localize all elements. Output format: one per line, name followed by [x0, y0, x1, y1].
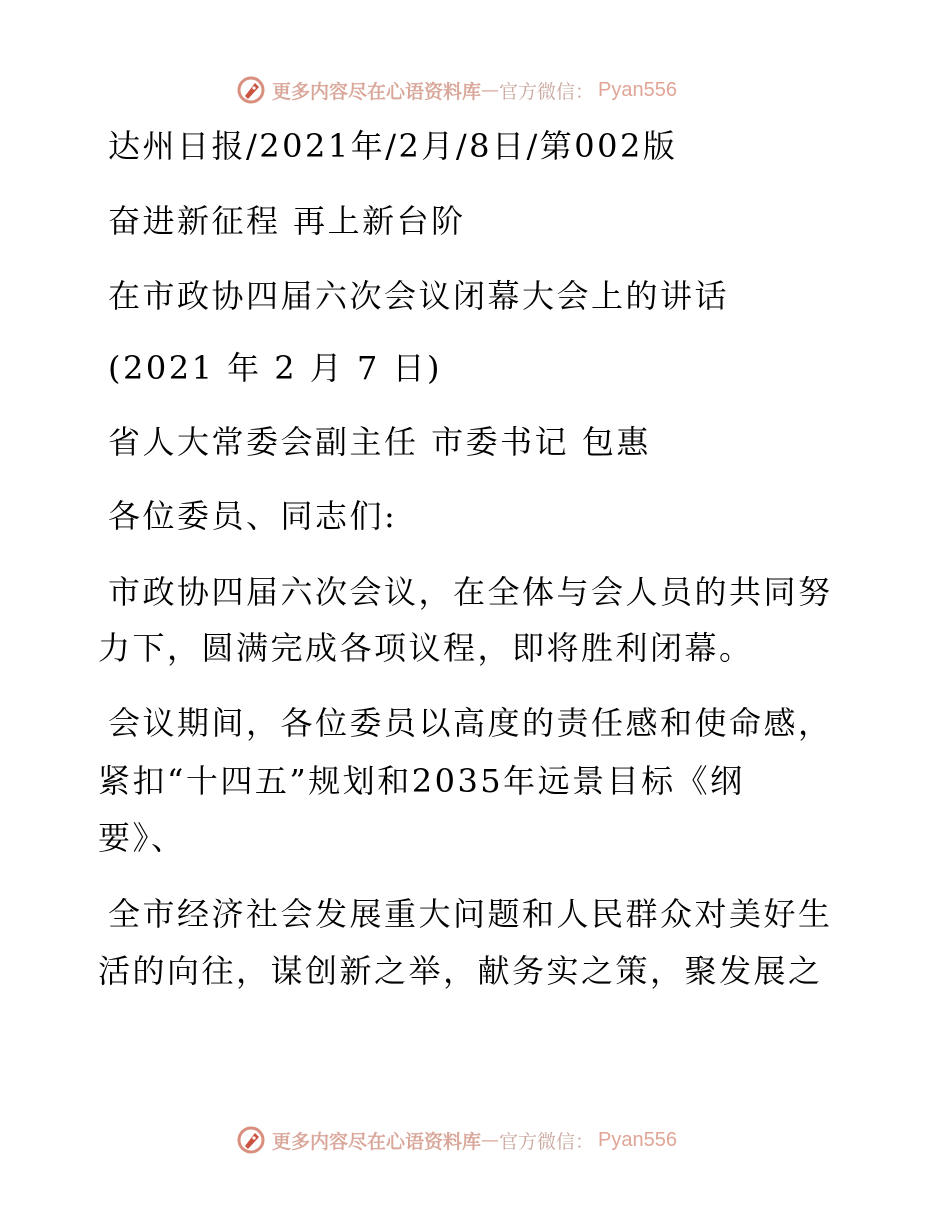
- paragraph-1-line-2: 力下，圆满完成各项议程，即将胜利闭幕。: [98, 629, 754, 667]
- watermark-text: 更多内容尽在心语资料库: [272, 80, 482, 103]
- dateline: 达州日报/2021年/2月/8日/第002版: [108, 127, 678, 165]
- watermark-text: 更多内容尽在心语资料库: [272, 1130, 482, 1153]
- watermark-dash: —: [481, 1129, 500, 1151]
- watermark-wechat-id: Pyan556: [598, 1128, 677, 1151]
- paragraph-2-line-2: 紧扣“十四五”规划和2035年远景目标《纲: [98, 762, 745, 800]
- watermark-header: [236, 72, 836, 108]
- pen-nib-circle-icon: [236, 75, 266, 105]
- watermark-footer: [236, 1122, 836, 1158]
- headline: 奋进新征程 再上新台阶: [108, 202, 466, 240]
- salutation: 各位委员、同志们:: [108, 497, 398, 535]
- paragraph-1-line-1: 市政协四届六次会议，在全体与会人员的共同努: [108, 573, 833, 611]
- paragraph-2-line-3: 要》、: [98, 819, 186, 857]
- paragraph-2-line-1: 会议期间，各位委员以高度的责任感和使命感，: [108, 704, 833, 742]
- watermark-dash: —: [481, 79, 500, 101]
- subtitle: 在市政协四届六次会议闭幕大会上的讲话: [108, 277, 730, 315]
- speech-date: (2021 年 2 月 7 日): [108, 349, 442, 387]
- watermark-wechat-label: 官方微信：: [499, 1130, 595, 1153]
- speaker-line: 省人大常委会副主任 市委书记 包惠: [108, 423, 651, 461]
- pen-nib-circle-icon: [236, 1125, 266, 1155]
- paragraph-3-line-2: 活的向往，谋创新之举，献务实之策，聚发展之: [98, 952, 823, 990]
- paragraph-3-line-1: 全市经济社会发展重大问题和人民群众对美好生: [108, 895, 833, 933]
- watermark-wechat-id: Pyan556: [598, 78, 677, 101]
- watermark-wechat-label: 官方微信：: [499, 80, 595, 103]
